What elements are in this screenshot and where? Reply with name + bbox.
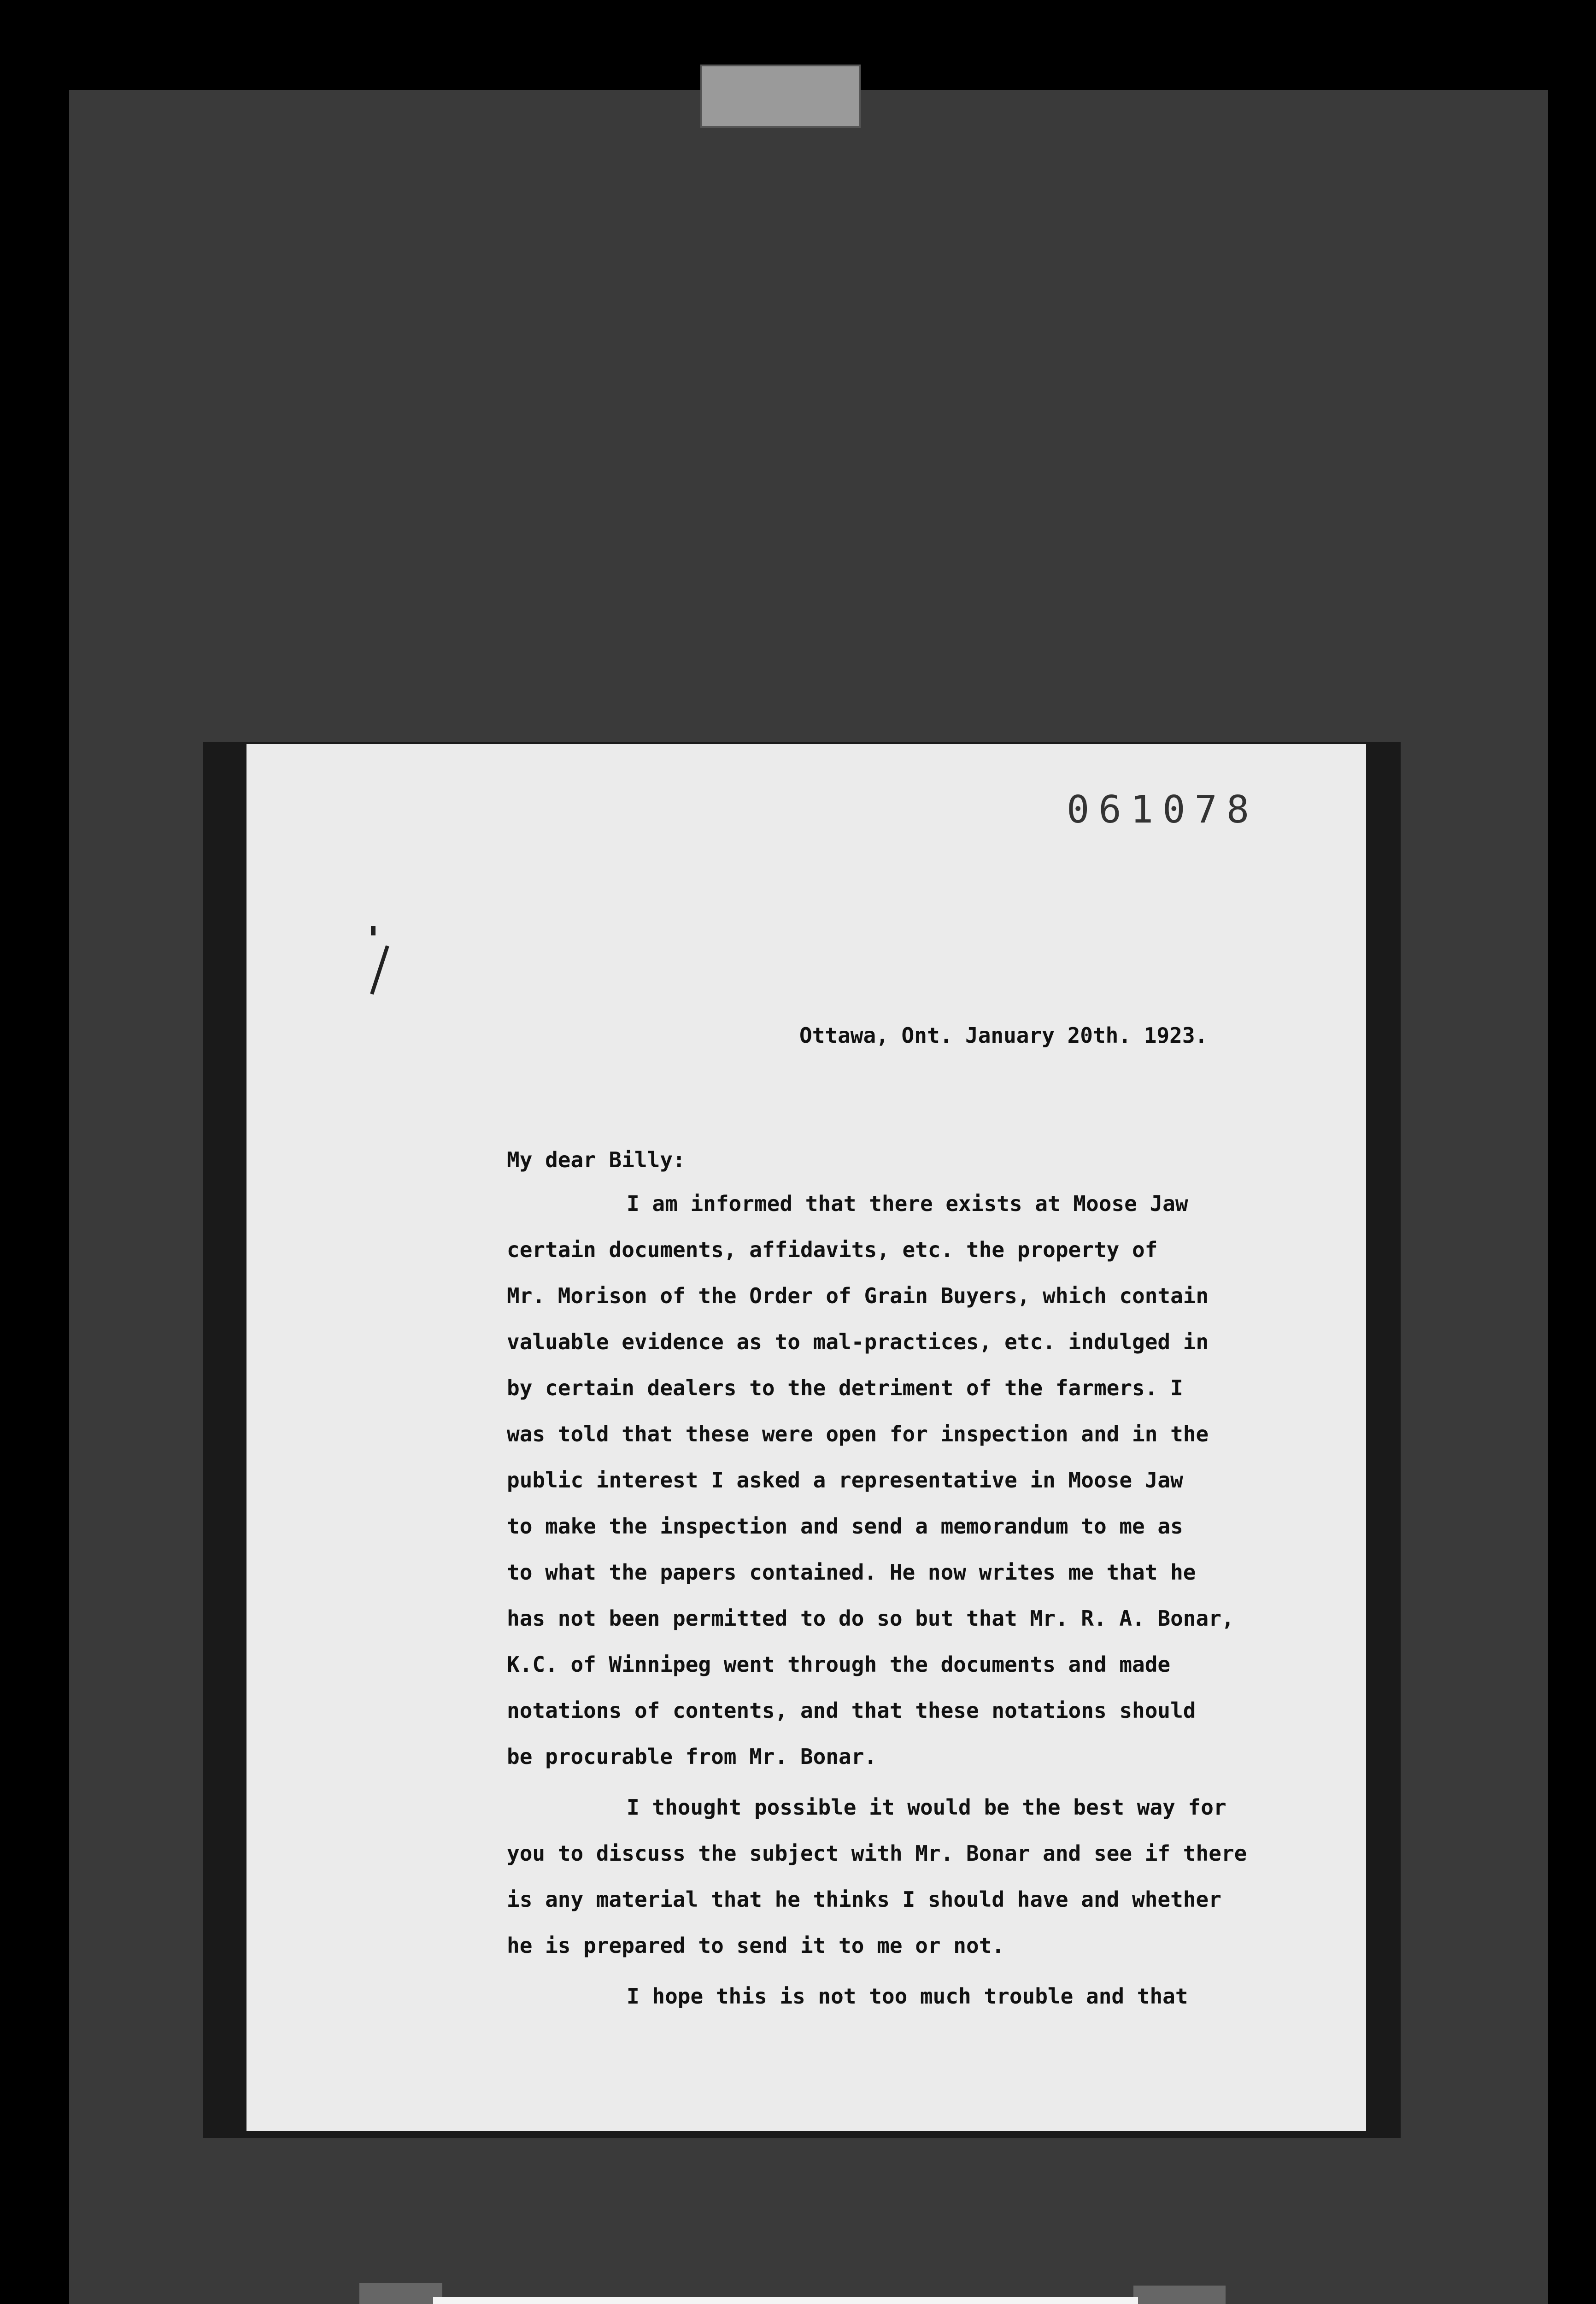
letter-page [246,744,1366,2131]
tape-piece [359,2283,442,2304]
body-line: K.C. of Winnipeg went through the documents and made [507,1652,1171,1677]
body-line: valuable evidence as to mal-practices, etc. indulged in [507,1329,1209,1354]
body-line: to what the papers contained. He now writes me that he [507,1560,1196,1585]
film-tab [700,65,861,128]
ink-stroke [370,945,389,994]
body-line: public interest I asked a representative in Moose Jaw [507,1468,1183,1493]
body-line: I thought possible it would be the best way for [627,1795,1226,1820]
document-number: 061078 [1067,788,1259,832]
body-line: I hope this is not too much trouble and that [627,1984,1188,2009]
body-line: by certain dealers to the detriment of the farmers. I [507,1375,1183,1400]
ink-mark [371,926,376,935]
body-line: I am informed that there exists at Moose Jaw [627,1191,1188,1216]
body-line: notations of contents, and that these notations should [507,1698,1196,1723]
body-line: you to discuss the subject with Mr. Bonar and see if there [507,1841,1247,1866]
body-line: to make the inspection and send a memorandum to me as [507,1514,1183,1539]
letter-date: Ottawa, Ont. January 20th. 1923. [799,1023,1208,1048]
salutation: My dear Billy: [507,1147,686,1172]
body-line: Mr. Morison of the Order of Grain Buyers, which contain [507,1283,1209,1308]
body-line: was told that these were open for inspection and in the [507,1422,1209,1446]
body-line: he is prepared to send it to me or not. [507,1933,1005,1958]
body-line: is any material that he thinks I should have and whether [507,1887,1221,1912]
body-line: be procurable from Mr. Bonar. [507,1744,877,1769]
body-line: certain documents, affidavits, etc. the property of [507,1237,1158,1262]
body-line: has not been permitted to do so but that Mr. R. A. Bonar, [507,1606,1234,1631]
tape-piece [1133,2286,1226,2304]
series-label [433,2297,1138,2304]
